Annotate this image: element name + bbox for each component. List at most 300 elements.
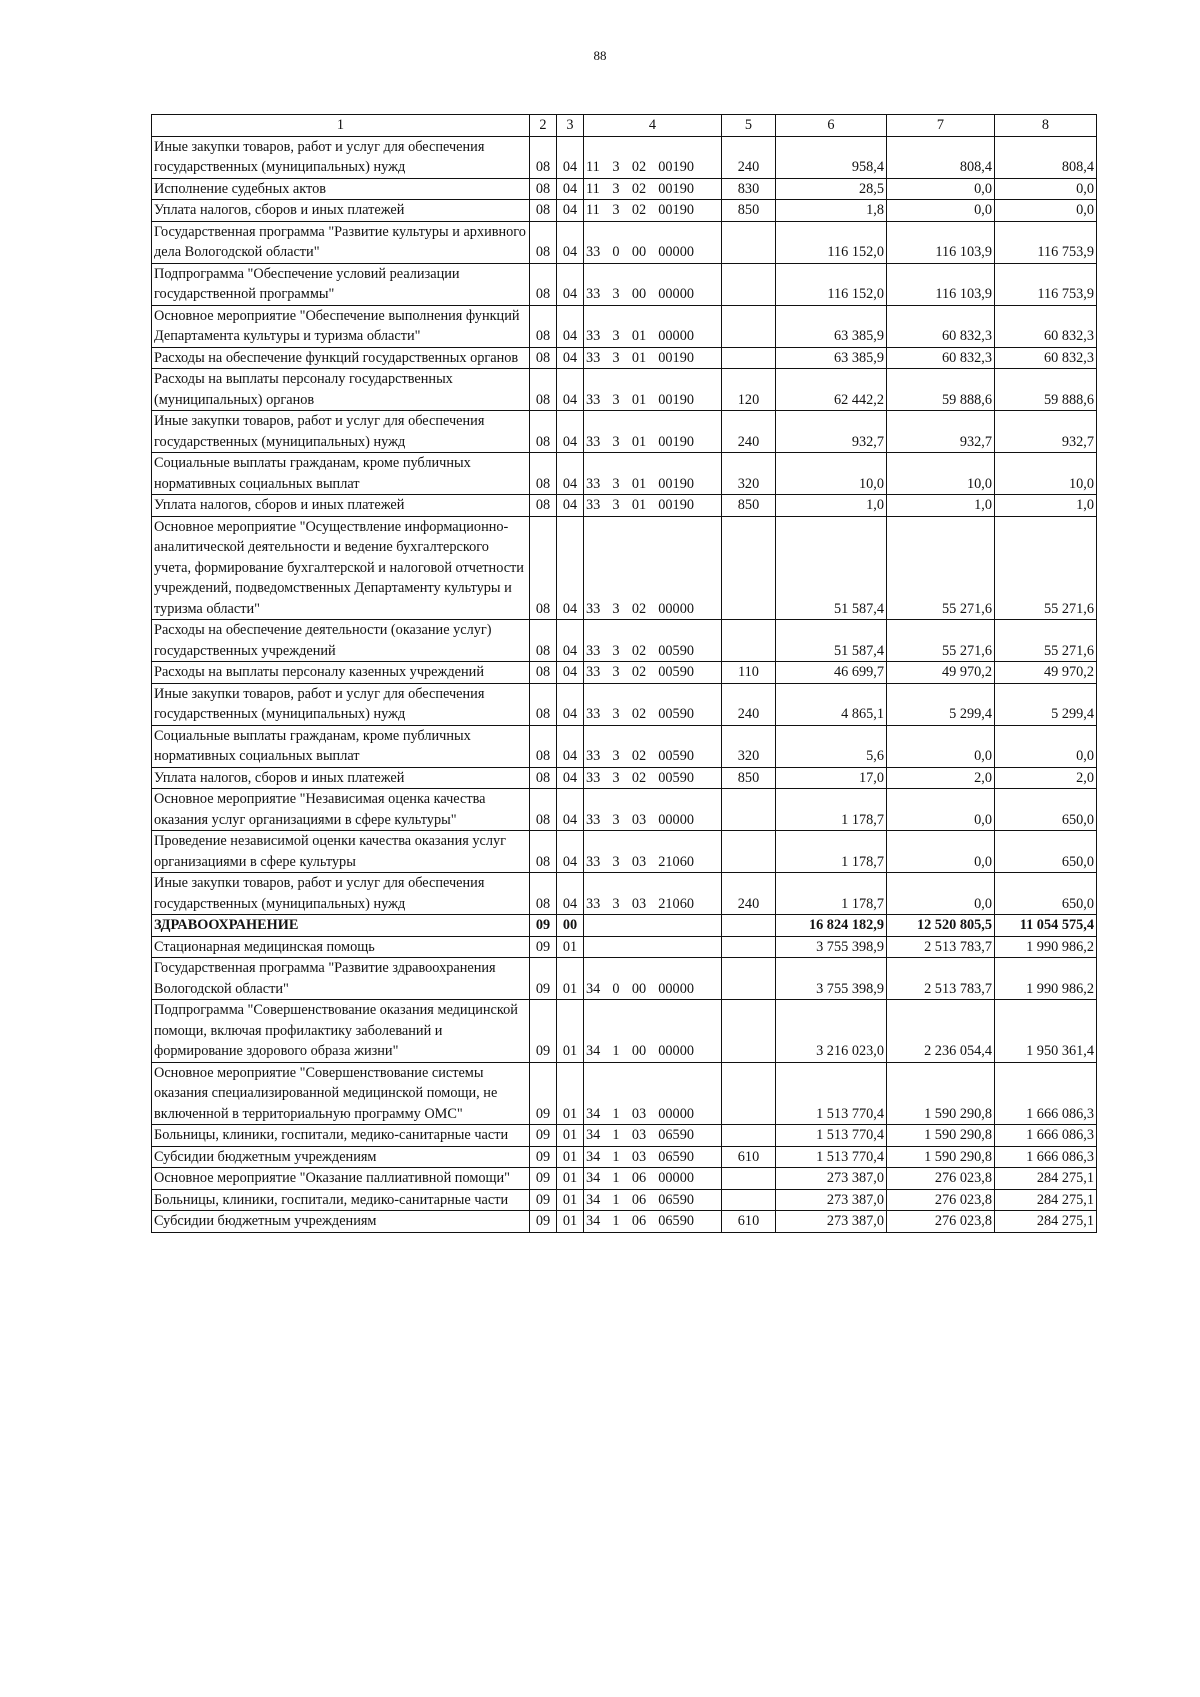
amount-col8-cell: 49 970,2 (995, 662, 1097, 684)
row-name-cell: Расходы на обеспечение функций государственных органов (152, 347, 530, 369)
amount-col7-cell: 276 023,8 (887, 1189, 995, 1211)
target-article-part: 33 (586, 391, 601, 408)
subsection-code-cell: 01 (557, 1189, 584, 1211)
target-article-part: 02 (631, 180, 647, 197)
target-article-part: 03 (631, 811, 647, 828)
target-article-part: 33 (586, 895, 601, 912)
target-article-cell (584, 620, 722, 662)
row-name-cell: Основное мероприятие "Осуществление информационно-аналитической деятельности и ведение бухгалтерского учета, формирование бухгалтерской и налоговой отчетности учреждений, подведомственных Департаменту культуры и туризма области" (152, 516, 530, 620)
section-code-cell: 08 (530, 263, 557, 305)
target-article-part: 34 (586, 980, 601, 997)
target-article-part: 01 (631, 391, 647, 408)
target-article-part: 02 (631, 748, 647, 764)
amount-col8-cell: 284 275,1 (995, 1211, 1097, 1233)
table-row (152, 831, 1097, 873)
subsection-code-cell: 04 (557, 683, 584, 725)
row-name-cell: Иные закупки товаров, работ и услуг для обеспечения государственных (муниципальных) нужд (152, 683, 530, 725)
row-name-cell: Исполнение судебных актов (152, 178, 530, 200)
target-article-part: 00190 (658, 180, 694, 197)
target-article-cell (584, 1146, 722, 1168)
target-article-part: 34 (586, 1191, 601, 1208)
subsection-code-cell: 04 (557, 516, 584, 620)
subsection-code-cell: 04 (557, 831, 584, 873)
target-article-cell (584, 831, 722, 873)
subsection-code-cell: 04 (557, 873, 584, 915)
row-name-cell: Больницы, клиники, госпитали, медико-санитарные части (152, 1189, 530, 1211)
section-code-cell: 08 (530, 683, 557, 725)
table-row (152, 221, 1097, 263)
row-name-cell: Расходы на выплаты персоналу казенных учреждений (152, 662, 530, 684)
amount-col8-cell: 2,0 (995, 767, 1097, 789)
amount-col7-cell: 59 888,6 (887, 369, 995, 411)
expense-type-cell (722, 789, 776, 831)
subsection-code-cell: 04 (557, 453, 584, 495)
amount-col6-cell: 17,0 (776, 767, 887, 789)
target-article-part: 00590 (658, 642, 694, 659)
amount-col7-cell: 60 832,3 (887, 347, 995, 369)
target-article-part: 3 (612, 349, 620, 366)
amount-col6-cell: 1,8 (776, 200, 887, 222)
amount-col7-cell: 0,0 (887, 789, 995, 831)
target-article-cell (584, 725, 722, 767)
table-row (152, 725, 1097, 767)
target-article-part: 00 (631, 244, 647, 260)
section-code-cell: 09 (530, 1062, 557, 1125)
amount-col7-cell: 55 271,6 (887, 516, 995, 620)
target-article-part: 02 (631, 600, 647, 617)
target-article-part: 0 (612, 980, 620, 997)
target-article-part: 03 (631, 1127, 647, 1143)
amount-col8-cell: 55 271,6 (995, 620, 1097, 662)
target-article-cell (584, 1168, 722, 1190)
amount-col6-cell: 1 513 770,4 (776, 1125, 887, 1147)
subsection-code-cell: 04 (557, 136, 584, 178)
amount-col8-cell: 932,7 (995, 411, 1097, 453)
amount-col6-cell: 62 442,2 (776, 369, 887, 411)
header-cell: 1 (152, 115, 530, 137)
amount-col7-cell: 10,0 (887, 453, 995, 495)
target-article-cell (584, 662, 722, 684)
amount-col8-cell: 1 950 361,4 (995, 1000, 1097, 1063)
row-name-cell: ЗДРАВООХРАНЕНИЕ (152, 915, 530, 937)
target-article-cell (584, 263, 722, 305)
table-row (152, 347, 1097, 369)
subsection-code-cell: 04 (557, 662, 584, 684)
subsection-code-cell: 01 (557, 1125, 584, 1147)
target-article-cell (584, 936, 722, 958)
amount-col7-cell: 0,0 (887, 200, 995, 222)
target-article-part: 06 (631, 1191, 647, 1208)
target-article-part: 21060 (658, 895, 694, 912)
target-article-cell (584, 1000, 722, 1063)
expense-type-cell: 850 (722, 200, 776, 222)
amount-col8-cell: 650,0 (995, 831, 1097, 873)
amount-col7-cell: 1 590 290,8 (887, 1125, 995, 1147)
header-cell: 2 (530, 115, 557, 137)
target-article-part: 33 (586, 497, 601, 513)
expense-type-cell: 120 (722, 369, 776, 411)
amount-col8-cell: 808,4 (995, 136, 1097, 178)
amount-col6-cell: 3 755 398,9 (776, 958, 887, 1000)
subsection-code-cell: 01 (557, 1168, 584, 1190)
target-article-part: 00190 (658, 202, 694, 218)
expense-type-cell: 850 (722, 767, 776, 789)
target-article-part: 1 (612, 1191, 620, 1208)
subsection-code-cell: 00 (557, 915, 584, 937)
target-article-part: 3 (612, 328, 620, 344)
amount-col8-cell: 1 666 086,3 (995, 1125, 1097, 1147)
amount-col8-cell: 284 275,1 (995, 1168, 1097, 1190)
row-name-cell: Иные закупки товаров, работ и услуг для обеспечения государственных (муниципальных) нужд (152, 411, 530, 453)
target-article-part: 02 (631, 769, 647, 786)
amount-col6-cell: 63 385,9 (776, 347, 887, 369)
amount-col8-cell: 116 753,9 (995, 221, 1097, 263)
header-cell: 4 (584, 115, 722, 137)
section-code-cell: 08 (530, 662, 557, 684)
table-row (152, 873, 1097, 915)
target-article-cell (584, 136, 722, 178)
section-code-cell: 09 (530, 1125, 557, 1147)
target-article-part: 1 (612, 1148, 620, 1165)
amount-col8-cell: 0,0 (995, 200, 1097, 222)
table-body (152, 115, 1097, 1233)
target-article-part: 3 (612, 497, 620, 513)
target-article-part: 00000 (658, 811, 694, 828)
subsection-code-cell: 04 (557, 411, 584, 453)
target-article-part: 00590 (658, 769, 694, 786)
target-article-cell (584, 347, 722, 369)
row-name-cell: Подпрограмма "Совершенствование оказания медицинской помощи, включая профилактику заболеваний и формирование здорового образа жизни" (152, 1000, 530, 1063)
section-code-cell: 08 (530, 221, 557, 263)
section-code-cell: 08 (530, 495, 557, 517)
amount-col6-cell: 3 216 023,0 (776, 1000, 887, 1063)
amount-col6-cell: 10,0 (776, 453, 887, 495)
row-name-cell: Основное мероприятие "Обеспечение выполнения функций Департамента культуры и туризма области" (152, 305, 530, 347)
target-article-part: 3 (612, 159, 620, 175)
target-article-cell (584, 200, 722, 222)
subsection-code-cell: 04 (557, 178, 584, 200)
table-row (152, 1125, 1097, 1147)
amount-col6-cell: 1 178,7 (776, 873, 887, 915)
expense-type-cell (722, 1125, 776, 1147)
target-article-cell (584, 915, 722, 937)
table-row (152, 662, 1097, 684)
table-row (152, 767, 1097, 789)
section-code-cell: 08 (530, 200, 557, 222)
row-name-cell: Подпрограмма "Обеспечение условий реализации государственной программы" (152, 263, 530, 305)
section-code-cell: 09 (530, 1168, 557, 1190)
table-row (152, 178, 1097, 200)
target-article-part: 1 (612, 1170, 620, 1186)
subsection-code-cell: 04 (557, 789, 584, 831)
target-article-cell (584, 453, 722, 495)
target-article-part: 33 (586, 433, 601, 450)
section-code-cell: 08 (530, 453, 557, 495)
subsection-code-cell: 01 (557, 1062, 584, 1125)
expense-type-cell: 320 (722, 453, 776, 495)
subsection-code-cell: 01 (557, 936, 584, 958)
section-code-cell: 08 (530, 873, 557, 915)
amount-col8-cell: 650,0 (995, 789, 1097, 831)
section-code-cell: 08 (530, 767, 557, 789)
target-article-part: 33 (586, 769, 601, 786)
amount-col7-cell: 2 513 783,7 (887, 958, 995, 1000)
amount-col7-cell: 116 103,9 (887, 221, 995, 263)
table-row (152, 1189, 1097, 1211)
target-article-part: 06 (631, 1213, 647, 1229)
amount-col7-cell: 1,0 (887, 495, 995, 517)
expense-type-cell (722, 620, 776, 662)
row-name-cell: Проведение независимой оценки качества оказания услуг организациями в сфере культуры (152, 831, 530, 873)
amount-col7-cell: 0,0 (887, 725, 995, 767)
row-name-cell: Государственная программа "Развитие культуры и архивного дела Вологодской области" (152, 221, 530, 263)
target-article-part: 33 (586, 642, 601, 659)
target-article-part: 33 (586, 853, 601, 870)
target-article-cell (584, 1062, 722, 1125)
row-name-cell: Основное мероприятие "Оказание паллиативной помощи" (152, 1168, 530, 1190)
amount-col7-cell: 2 513 783,7 (887, 936, 995, 958)
amount-col7-cell: 808,4 (887, 136, 995, 178)
amount-col8-cell: 60 832,3 (995, 305, 1097, 347)
amount-col8-cell: 55 271,6 (995, 516, 1097, 620)
amount-col8-cell: 60 832,3 (995, 347, 1097, 369)
target-article-part: 3 (612, 475, 620, 492)
subsection-code-cell: 04 (557, 369, 584, 411)
section-code-cell: 09 (530, 1189, 557, 1211)
target-article-part: 34 (586, 1170, 601, 1186)
expense-type-cell: 850 (722, 495, 776, 517)
table-row (152, 136, 1097, 178)
amount-col6-cell: 51 587,4 (776, 516, 887, 620)
target-article-part: 00190 (658, 433, 694, 450)
header-cell: 8 (995, 115, 1097, 137)
target-article-part: 34 (586, 1043, 601, 1059)
amount-col7-cell: 5 299,4 (887, 683, 995, 725)
amount-col7-cell: 49 970,2 (887, 662, 995, 684)
table-row (152, 1168, 1097, 1190)
target-article-part: 02 (631, 642, 647, 659)
row-name-cell: Основное мероприятие "Совершенствование системы оказания специализированной медицинской помощи, не включенной в территориальную программу ОМС" (152, 1062, 530, 1125)
target-article-cell (584, 683, 722, 725)
target-article-part: 00190 (658, 497, 694, 513)
amount-col6-cell: 273 387,0 (776, 1211, 887, 1233)
subsection-code-cell: 04 (557, 347, 584, 369)
expense-type-cell (722, 958, 776, 1000)
target-article-part: 33 (586, 286, 601, 302)
section-code-cell: 08 (530, 789, 557, 831)
row-name-cell: Иные закупки товаров, работ и услуг для обеспечения государственных (муниципальных) нужд (152, 136, 530, 178)
table-row (152, 453, 1097, 495)
target-article-cell (584, 516, 722, 620)
amount-col6-cell: 116 152,0 (776, 263, 887, 305)
expense-type-cell (722, 831, 776, 873)
row-name-cell: Уплата налогов, сборов и иных платежей (152, 495, 530, 517)
section-code-cell: 08 (530, 305, 557, 347)
table-row (152, 1211, 1097, 1233)
table-row (152, 1062, 1097, 1125)
amount-col7-cell: 0,0 (887, 831, 995, 873)
amount-col6-cell: 1 513 770,4 (776, 1062, 887, 1125)
amount-col7-cell: 0,0 (887, 873, 995, 915)
target-article-part: 1 (612, 1043, 620, 1059)
section-code-cell: 08 (530, 831, 557, 873)
target-article-part: 34 (586, 1105, 601, 1122)
amount-col6-cell: 1 513 770,4 (776, 1146, 887, 1168)
table-row (152, 369, 1097, 411)
target-article-part: 06590 (658, 1213, 694, 1229)
amount-col6-cell: 63 385,9 (776, 305, 887, 347)
subsection-code-cell: 04 (557, 221, 584, 263)
target-article-cell (584, 369, 722, 411)
row-name-cell: Иные закупки товаров, работ и услуг для обеспечения государственных (муниципальных) нужд (152, 873, 530, 915)
target-article-part: 3 (612, 811, 620, 828)
row-name-cell: Больницы, клиники, госпитали, медико-санитарные части (152, 1125, 530, 1147)
target-article-cell (584, 221, 722, 263)
amount-col6-cell: 28,5 (776, 178, 887, 200)
amount-col6-cell: 46 699,7 (776, 662, 887, 684)
target-article-part: 06590 (658, 1127, 694, 1143)
expense-type-cell (722, 1062, 776, 1125)
target-article-part: 3 (612, 642, 620, 659)
amount-col8-cell: 1 666 086,3 (995, 1146, 1097, 1168)
section-code-cell: 09 (530, 1146, 557, 1168)
section-code-cell: 08 (530, 136, 557, 178)
amount-col7-cell: 2,0 (887, 767, 995, 789)
target-article-part: 3 (612, 202, 620, 218)
target-article-part: 00000 (658, 286, 694, 302)
amount-col6-cell: 1,0 (776, 495, 887, 517)
target-article-part: 02 (631, 664, 647, 680)
target-article-cell (584, 789, 722, 831)
table-row (152, 789, 1097, 831)
target-article-part: 00000 (658, 1105, 694, 1122)
amount-col7-cell: 55 271,6 (887, 620, 995, 662)
target-article-part: 21060 (658, 853, 694, 870)
target-article-part: 03 (631, 1148, 647, 1165)
table-row (152, 1000, 1097, 1063)
target-article-part: 00000 (658, 328, 694, 344)
target-article-part: 00590 (658, 664, 694, 680)
table-row (152, 200, 1097, 222)
target-article-part: 33 (586, 475, 601, 492)
amount-col6-cell: 1 178,7 (776, 789, 887, 831)
target-article-cell (584, 178, 722, 200)
target-article-part: 03 (631, 853, 647, 870)
expense-type-cell: 320 (722, 725, 776, 767)
amount-col8-cell: 5 299,4 (995, 683, 1097, 725)
table-row (152, 620, 1097, 662)
subsection-code-cell: 04 (557, 263, 584, 305)
amount-col6-cell: 3 755 398,9 (776, 936, 887, 958)
section-code-cell: 08 (530, 620, 557, 662)
subsection-code-cell: 04 (557, 767, 584, 789)
target-article-part: 3 (612, 748, 620, 764)
expense-type-cell (722, 1168, 776, 1190)
header-cell: 5 (722, 115, 776, 137)
target-article-cell (584, 873, 722, 915)
target-article-part: 33 (586, 244, 601, 260)
expense-type-cell (722, 936, 776, 958)
target-article-part: 3 (612, 600, 620, 617)
amount-col6-cell: 4 865,1 (776, 683, 887, 725)
row-name-cell: Уплата налогов, сборов и иных платежей (152, 200, 530, 222)
target-article-part: 3 (612, 433, 620, 450)
target-article-part: 33 (586, 811, 601, 828)
target-article-part: 06 (631, 1170, 647, 1186)
amount-col6-cell: 51 587,4 (776, 620, 887, 662)
subsection-code-cell: 04 (557, 620, 584, 662)
row-name-cell: Основное мероприятие "Независимая оценка качества оказания услуг организациями в сфере культуры" (152, 789, 530, 831)
expense-type-cell (722, 1189, 776, 1211)
expense-type-cell: 830 (722, 178, 776, 200)
amount-col8-cell: 1 990 986,2 (995, 936, 1097, 958)
section-code-cell: 08 (530, 347, 557, 369)
target-article-part: 00 (631, 980, 647, 997)
target-article-part: 11 (586, 180, 600, 197)
subsection-code-cell: 04 (557, 495, 584, 517)
target-article-part: 02 (631, 159, 647, 175)
row-name-cell: Социальные выплаты гражданам, кроме публичных нормативных социальных выплат (152, 453, 530, 495)
target-article-part: 06590 (658, 1148, 694, 1165)
row-name-cell: Расходы на обеспечение деятельности (оказание услуг) государственных учреждений (152, 620, 530, 662)
section-code-cell: 09 (530, 915, 557, 937)
table-row (152, 411, 1097, 453)
table-row (152, 516, 1097, 620)
target-article-part: 01 (631, 475, 647, 492)
amount-col8-cell: 1 666 086,3 (995, 1062, 1097, 1125)
amount-col6-cell: 932,7 (776, 411, 887, 453)
target-article-part: 3 (612, 391, 620, 408)
amount-col7-cell: 1 590 290,8 (887, 1146, 995, 1168)
amount-col8-cell: 284 275,1 (995, 1189, 1097, 1211)
table-row (152, 915, 1097, 937)
header-cell: 7 (887, 115, 995, 137)
row-name-cell: Субсидии бюджетным учреждениям (152, 1211, 530, 1233)
target-article-part: 06590 (658, 1191, 694, 1208)
row-name-cell: Субсидии бюджетным учреждениям (152, 1146, 530, 1168)
expense-type-cell (722, 263, 776, 305)
target-article-part: 3 (612, 664, 620, 680)
amount-col8-cell: 116 753,9 (995, 263, 1097, 305)
expense-type-cell (722, 915, 776, 937)
amount-col8-cell: 0,0 (995, 178, 1097, 200)
target-article-cell (584, 305, 722, 347)
target-article-part: 00000 (658, 1043, 694, 1059)
target-article-part: 01 (631, 497, 647, 513)
target-article-cell (584, 767, 722, 789)
target-article-part: 00000 (658, 244, 694, 260)
header-cell: 6 (776, 115, 887, 137)
target-article-part: 01 (631, 349, 647, 366)
target-article-part: 1 (612, 1105, 620, 1122)
expense-type-cell: 240 (722, 683, 776, 725)
section-code-cell: 08 (530, 369, 557, 411)
target-article-part: 03 (631, 895, 647, 912)
target-article-part: 00 (631, 286, 647, 302)
section-code-cell: 08 (530, 178, 557, 200)
target-article-part: 33 (586, 748, 601, 764)
target-article-part: 02 (631, 706, 647, 722)
table-row (152, 305, 1097, 347)
expense-type-cell: 240 (722, 136, 776, 178)
table-row (152, 958, 1097, 1000)
target-article-cell (584, 958, 722, 1000)
target-article-part: 0 (612, 244, 620, 260)
amount-col6-cell: 958,4 (776, 136, 887, 178)
row-name-cell: Социальные выплаты гражданам, кроме публичных нормативных социальных выплат (152, 725, 530, 767)
amount-col8-cell: 11 054 575,4 (995, 915, 1097, 937)
table-row (152, 936, 1097, 958)
